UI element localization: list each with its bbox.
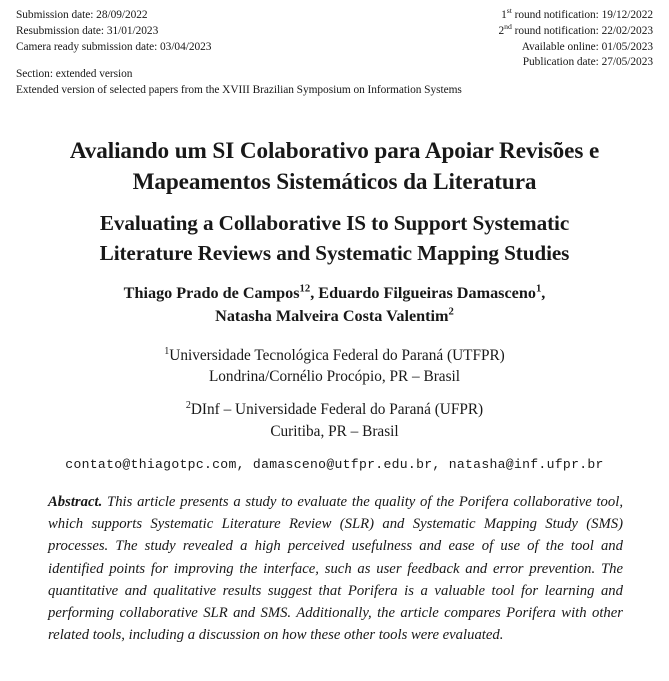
metadata-left-column (16, 8, 211, 55)
title-en-line-1: Evaluating a Collaborative IS to Support Systematic (99, 211, 570, 235)
submission-date-label: Submission date: (16, 9, 94, 21)
affiliation-2-name-line (46, 399, 623, 420)
second-round-label: round notification: (511, 24, 599, 37)
section-description: Extended version of selected papers from the XVIII Brazilian Symposium on Information Systems (16, 83, 462, 96)
author-line-2 (46, 305, 623, 328)
section-name: Section: extended version (16, 68, 133, 80)
paper-title-portuguese (46, 136, 623, 198)
metadata-row-second-round-notification (499, 24, 653, 40)
first-round-notification-value: 19/12/2022 (601, 9, 653, 21)
abstract-block (48, 491, 623, 646)
affiliation-list (46, 345, 623, 442)
affiliation-1-name-line (46, 345, 623, 366)
first-round-ordinal-suffix: st (506, 6, 512, 16)
affiliation-1 (46, 345, 623, 387)
available-online-value: 01/05/2023 (601, 40, 653, 53)
second-round-notification-value: 22/02/2023 (601, 24, 653, 37)
section-note (16, 67, 653, 98)
metadata-row-available-online (499, 40, 653, 56)
title-pt-line-1: Avaliando um SI Colaborativo para Apoiar Revisões e (69, 138, 600, 164)
author-line-1 (46, 282, 623, 305)
abstract-label: Abstract. (48, 494, 103, 510)
paper-title-english (46, 209, 623, 268)
author-line-1-comma: , (541, 284, 546, 302)
author-emails: contato@thiagotpc.com, damasceno@utfpr.edu.br, natasha@inf.ufpr.br (65, 457, 604, 472)
metadata-row-submission-date (16, 8, 211, 24)
publication-date-label: Publication date: (522, 56, 599, 69)
affiliation-2 (46, 399, 623, 441)
affiliation-1-institution: Universidade Tecnológica Federal do Paraná (UTFPR) (169, 347, 505, 364)
affiliation-2-marker: 2 (185, 400, 191, 412)
affiliation-2-institution: DInf – Universidade Federal do Paraná (UFPR) (190, 401, 484, 419)
second-round-number: 2 (498, 24, 505, 37)
author-affiliation-marker-1: 12 (299, 282, 311, 295)
metadata-row-camera-ready-date (16, 40, 211, 56)
available-online-label: Available online: (521, 40, 599, 53)
metadata-row-first-round-notification (499, 8, 653, 24)
author-list (46, 282, 623, 327)
author-name-2: , Eduardo Filgueiras Damasceno (310, 284, 536, 302)
author-affiliation-marker-3: 2 (448, 305, 454, 318)
title-block (46, 136, 623, 268)
title-pt-line-2: Mapeamentos Sistemáticos da Literatura (132, 169, 537, 195)
camera-ready-date-value: 03/04/2023 (160, 40, 212, 53)
author-name-3: Natasha Malveira Costa Valentim (215, 306, 449, 325)
second-round-ordinal-suffix: nd (504, 22, 512, 31)
affiliation-1-marker: 1 (164, 345, 170, 357)
submission-metadata (16, 8, 653, 72)
affiliation-2-location: Curitiba, PR – Brasil (270, 422, 399, 440)
resubmission-date-value: 31/01/2023 (106, 24, 159, 37)
submission-date-value: 28/09/2022 (96, 9, 148, 21)
first-round-label: round notification: (511, 9, 599, 21)
metadata-row-resubmission-date (16, 24, 211, 40)
camera-ready-date-label: Camera ready submission date: (16, 40, 158, 53)
author-name-1: Thiago Prado de Campos (123, 284, 300, 302)
publication-date-value: 27/05/2023 (601, 56, 653, 69)
abstract-text: This article presents a study to evaluate the quality of the Porifera collaborative tool, which supports Systematic Literature Review (SLR) and Systematic Mapping Study (SMS) processes. The study revealed a high perceived usefulness and ease of use of the tool and identified points for improving the interface, such as user feedback and error prevention. The quantitative and qualitative results suggest that Porifera is a valuable tool for learning and performing collaborative SLR and SMS. Additionally, the article compares Porifera with other related tools, including a discussion on how these other tools were evaluated. (48, 494, 623, 644)
metadata-right-column (499, 8, 653, 71)
author-affiliation-marker-2: 1 (535, 282, 542, 295)
resubmission-date-label: Resubmission date: (16, 24, 105, 37)
first-round-number: 1 (501, 9, 507, 21)
title-en-line-2: Literature Reviews and Systematic Mapping Studies (99, 240, 570, 265)
affiliation-1-location: Londrina/Cornélio Procópio, PR – Brasil (208, 368, 461, 386)
